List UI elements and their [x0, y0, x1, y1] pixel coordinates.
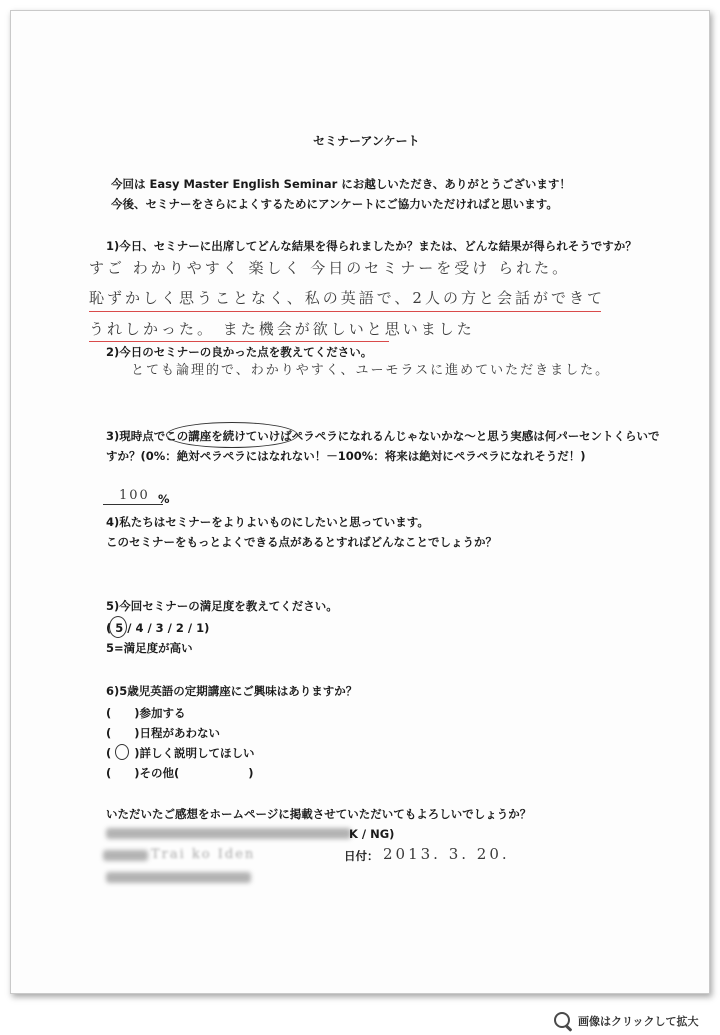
answer-3-unit: % [158, 492, 170, 506]
date-value: 2013. 3. 20. [383, 845, 510, 863]
survey-sheet [10, 10, 710, 994]
circled-phrase [166, 422, 298, 448]
circled-option-explain [115, 744, 129, 760]
zoom-hint[interactable] [552, 1010, 699, 1032]
circled-5 [109, 616, 127, 638]
option-explain: ( )詳しく説明してほしい [106, 746, 255, 760]
magnifier-icon [552, 1010, 574, 1032]
survey-title: セミナーアンケート [313, 134, 420, 148]
question-5: 5)今回セミナーの満足度を教えてください。 [106, 599, 338, 613]
question-4-line-2: このセミナーをもっとよくできる点があるとすればどんなことでしょうか？ [106, 535, 497, 549]
answer-2: とても論理的で、わかりやすく、ユーモラスに進めていただきました。 [131, 363, 611, 378]
question-4-line-1: 4)私たちはセミナーをよりよいものにしたいと思っています。 [106, 515, 429, 529]
answer-3-underline [103, 504, 163, 505]
satisfaction-note: 5=満足度が高い [106, 641, 193, 655]
redacted-address [106, 872, 251, 883]
answer-3-value: 100 [119, 488, 150, 503]
zoom-hint-label: 画像はクリックして拡大 [578, 1015, 699, 1028]
red-underline-1 [89, 311, 601, 312]
option-participate: ( )参加する [106, 706, 186, 720]
option-other: ( )その他( ) [106, 766, 254, 780]
question-6: 6)5歳児英語の定期講座にご興味はありますか？ [106, 684, 358, 698]
satisfaction-scale: ( 5 / 4 / 3 / 2 / 1) [106, 621, 210, 635]
answer-1-line-2: 恥ずかしく思うことなく、私の英語で、2人の方と会話ができて [89, 289, 605, 307]
question-2: 2)今日のセミナーの良かった点を教えてください。 [106, 345, 373, 359]
consent-options: K / NG) [349, 827, 395, 841]
question-1: 1)今日、セミナーに出席してどんな結果を得られましたか？または、どんな結果が得られそうですか？ [106, 239, 637, 253]
intro-line-2: 今後、セミナーをさらによくするためにアンケートにご協力いただければと思います。 [111, 197, 558, 211]
option-schedule: ( )日程があわない [106, 726, 221, 740]
intro-line-1: 今回は Easy Master English Seminar にお越しいただき、ありがとうございます！ [111, 177, 571, 191]
question-3-line-2: すか？(0%：絶対ペラペラにはなれない！－100%：将来は絶対にペラペラになれそうだ！) [106, 449, 586, 463]
red-underline-2 [89, 341, 389, 342]
question-3-line-1: 3)現時点でこの講座を続けていけばペラペラになれるんじゃないかな〜と思う実感は何パーセントくらいで [106, 429, 660, 443]
consent-question: いただいたご感想をホームページに掲載させていただいてもよろしいでしょうか？ [106, 807, 532, 821]
handwritten-name-redacted: Trai ko Iden [151, 847, 256, 862]
answer-1-line-1: すご わかりやすく 楽しく 今日のセミナーを受け られた。 [89, 259, 571, 277]
redacted-consent-line [106, 828, 351, 839]
redacted-name-label [103, 850, 148, 861]
answer-1-line-3: うれしかった。 また機会が欲しいと思いました [89, 320, 475, 338]
date-label: 日付： [344, 849, 379, 863]
